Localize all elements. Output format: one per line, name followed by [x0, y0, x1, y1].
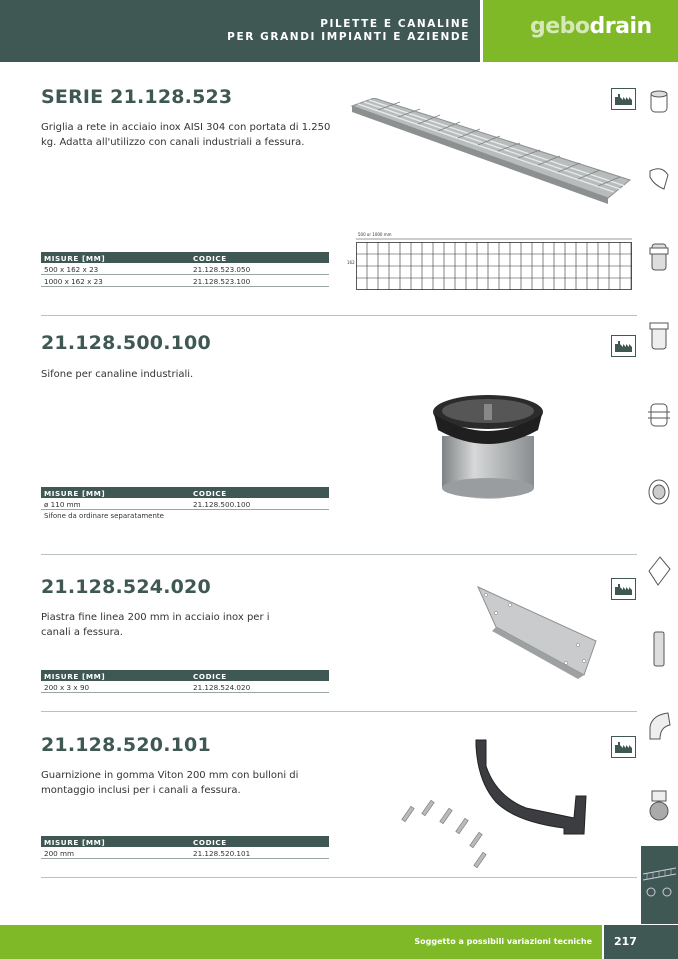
section-divider	[41, 554, 637, 555]
category-title-line2: PER GRANDI IMPIANTI E AZIENDE	[227, 31, 470, 43]
grating-drawing	[356, 238, 632, 290]
table-row: 200 x 3 x 90 21.128.524.020	[41, 681, 329, 693]
product-description: Guarnizione in gomma Viton 200 mm con bulloni di montaggio inclusi per i canali a fessura.	[41, 770, 299, 796]
product-title: 21.128.520.101	[41, 734, 211, 756]
category-title-line1: PILETTE E CANALINE	[320, 18, 470, 30]
product-table	[41, 487, 329, 520]
product-title: 21.128.524.020	[41, 576, 211, 598]
grating-image	[348, 98, 632, 204]
table-row: 200 mm 21.128.520.101	[41, 847, 329, 859]
footer-note: Soggetto a possibili variazioni tecniche	[414, 937, 592, 946]
product-table	[41, 670, 329, 693]
page-number: 217	[614, 935, 637, 948]
end-plate-image	[474, 583, 600, 679]
table-row: 1000 x 162 x 23 21.128.523.100	[41, 275, 329, 287]
page-footer	[0, 925, 678, 959]
table-header: MISURE [MM] CODICE	[41, 836, 329, 847]
drain-channel-icon	[641, 846, 678, 924]
siphon-image	[430, 392, 546, 506]
table-note: Sifone da ordinare separatamente	[44, 512, 164, 520]
brand-logo: gebodrain	[530, 14, 652, 39]
table-row: ø 110 mm 21.128.500.100	[41, 498, 329, 510]
pipe-fitting-icon	[646, 709, 672, 745]
factory-icon	[611, 335, 636, 357]
pipe-fitting-icon	[646, 630, 672, 668]
page-header	[0, 0, 678, 62]
pipe-fitting-icon	[646, 163, 672, 193]
section-divider	[41, 315, 637, 316]
pipe-fitting-icon	[646, 785, 672, 825]
chapter-tab	[641, 846, 678, 924]
product-title: 21.128.500.100	[41, 332, 211, 354]
product-description: Sifone per canaline industriali.	[41, 369, 194, 380]
table-header: MISURE [MM] CODICE	[41, 670, 329, 681]
product-table	[41, 836, 329, 859]
pipe-fitting-icon	[646, 476, 672, 510]
drawing-width-label: 500 or 1000 mm	[358, 232, 392, 237]
product-description: Griglia a rete in acciaio inox AISI 304 con portata di 1.250 kg. Adatta all'utilizzo con canali industriali a fessura.	[41, 122, 331, 148]
pipe-fitting-icon	[646, 240, 672, 274]
pipe-fitting-icon	[646, 553, 672, 591]
pipe-fitting-icon	[646, 88, 672, 116]
factory-icon	[611, 578, 636, 600]
table-header: MISURE [MM] CODICE	[41, 252, 329, 263]
table-row: 500 x 162 x 23 21.128.523.050	[41, 263, 329, 275]
product-title: SERIE 21.128.523	[41, 86, 233, 108]
section-divider	[41, 711, 637, 712]
pipe-fitting-icon	[646, 319, 672, 353]
header-band	[0, 0, 480, 62]
drawing-height-label: 162	[347, 260, 355, 265]
product-description: Piastra fine linea 200 mm in acciaio inox per i canali a fessura.	[41, 612, 270, 638]
gasket-image	[396, 736, 592, 874]
pipe-fitting-icon	[646, 398, 672, 432]
category-title	[227, 18, 470, 44]
section-divider	[41, 877, 637, 878]
factory-icon	[611, 736, 636, 758]
product-table	[41, 252, 329, 287]
table-header: MISURE [MM] CODICE	[41, 487, 329, 498]
